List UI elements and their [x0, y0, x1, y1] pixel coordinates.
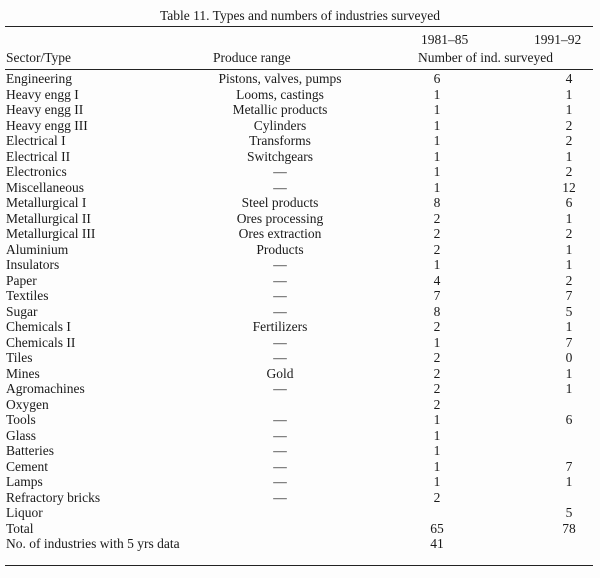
count-1991-92-cell: 6	[565, 195, 573, 210]
count-1981-85-cell: 6	[433, 71, 441, 86]
sector-cell: Oxygen	[6, 396, 49, 412]
table-caption: Table 11. Types and numbers of industries surveyed	[159, 8, 441, 23]
produce-range-cell: Ores processing	[236, 210, 324, 226]
sector-cell: Batteries	[6, 443, 54, 458]
count-1991-92-cell: 1	[565, 86, 573, 102]
table-row	[0, 164, 600, 180]
sector-cell: Chemicals II	[6, 334, 76, 350]
count-1981-85-cell: 2	[433, 365, 441, 381]
header-sector-type: Sector/Type	[6, 50, 72, 65]
produce-range-cell: Looms, castings	[236, 86, 324, 102]
produce-range-cell: —	[273, 381, 287, 396]
table-body	[0, 71, 600, 552]
count-1981-85-cell: 8	[433, 303, 441, 319]
header-period-1981-85: 1981–85	[421, 32, 469, 47]
table-row	[0, 242, 600, 258]
table-row	[0, 102, 600, 118]
sector-cell: Electronics	[6, 164, 67, 179]
table-row	[0, 257, 600, 273]
sector-cell: Electrical II	[6, 148, 71, 164]
count-1991-92-cell: 1	[565, 241, 573, 257]
count-1991-92-cell: 7	[565, 458, 573, 474]
count-1981-85-cell: 1	[433, 412, 441, 427]
count-1991-92-cell: 1	[565, 319, 573, 334]
sector-cell: Agromachines	[6, 381, 85, 396]
produce-range-cell: —	[273, 179, 287, 195]
produce-range-cell: Gold	[266, 365, 294, 381]
count-1991-92-cell: 1	[565, 474, 573, 489]
sector-cell: Glass	[6, 427, 36, 443]
sector-cell: Metallurgical II	[6, 210, 91, 226]
count-1981-85-cell: 2	[433, 241, 441, 257]
table-bottom-rule	[5, 565, 593, 566]
count-1981-85-cell: 1	[433, 458, 441, 474]
sector-cell: Heavy engg III	[6, 117, 88, 133]
produce-range-cell: Steel products	[241, 195, 319, 210]
table-row	[0, 273, 600, 289]
sector-cell: Aluminium	[6, 241, 69, 257]
count-1991-92-cell: 1	[565, 148, 573, 164]
produce-range-cell: —	[273, 334, 287, 350]
sector-cell: Insulators	[6, 257, 60, 272]
table-row	[0, 428, 600, 444]
count-1991-92-cell: 2	[565, 164, 573, 179]
sector-cell: Total	[6, 520, 34, 536]
table-row	[0, 118, 600, 134]
sector-cell: Engineering	[6, 71, 72, 86]
count-1991-92-cell: 2	[565, 133, 573, 148]
count-1981-85-cell: 2	[433, 489, 441, 505]
table-row	[0, 87, 600, 103]
produce-range-cell: —	[273, 489, 287, 505]
count-1991-92-cell: 5	[565, 303, 573, 319]
header-produce-range: Produce range	[213, 50, 291, 65]
count-1981-85-cell: 2	[433, 350, 441, 365]
table-row	[0, 521, 600, 537]
count-1981-85-cell: 2	[433, 226, 441, 241]
count-1981-85-cell: 1	[433, 334, 441, 350]
sector-cell: Paper	[6, 272, 37, 288]
table-row	[0, 474, 600, 490]
sector-cell: Chemicals I	[6, 319, 71, 334]
sector-cell: Metallurgical III	[6, 226, 96, 241]
table-row	[0, 288, 600, 304]
count-1981-85-cell: 65	[430, 520, 444, 536]
sector-cell: Cement	[6, 458, 48, 474]
produce-range-cell: Cylinders	[253, 117, 307, 133]
table-row	[0, 366, 600, 382]
table-row	[0, 71, 600, 87]
sector-cell: Liquor	[6, 505, 43, 520]
produce-range-cell: —	[273, 458, 287, 474]
count-1991-92-cell: 2	[565, 117, 573, 133]
table-row	[0, 443, 600, 459]
produce-range-cell: —	[273, 303, 287, 319]
count-1981-85-cell: 1	[433, 474, 441, 489]
sector-cell: Tiles	[6, 350, 33, 365]
count-1991-92-cell: 4	[565, 71, 573, 86]
count-1991-92-cell: 2	[565, 272, 573, 288]
sector-cell: Tools	[6, 412, 36, 427]
count-1981-85-cell: 1	[433, 443, 441, 458]
count-1981-85-cell: 8	[433, 195, 441, 210]
table-row	[0, 226, 600, 242]
table-row	[0, 149, 600, 165]
sector-cell: Textiles	[6, 288, 49, 303]
count-1981-85-cell: 2	[433, 381, 441, 396]
count-1981-85-cell: 1	[433, 102, 441, 117]
sector-cell: Metallurgical I	[6, 195, 87, 210]
count-1991-92-cell: 1	[565, 102, 573, 117]
sector-cell: Electrical I	[6, 133, 66, 148]
count-1991-92-cell: 78	[562, 520, 576, 536]
count-1991-92-cell: 1	[565, 365, 573, 381]
table-row	[0, 397, 600, 413]
table-row	[0, 319, 600, 335]
count-1981-85-cell: 1	[433, 86, 441, 102]
produce-range-cell: Fertilizers	[252, 319, 308, 334]
count-1981-85-cell: 1	[433, 427, 441, 443]
table-row	[0, 133, 600, 149]
count-1991-92-cell: 12	[562, 179, 576, 195]
count-1991-92-cell: 0	[565, 350, 573, 365]
count-1981-85-cell: 1	[433, 179, 441, 195]
count-1981-85-cell: 4	[433, 272, 441, 288]
produce-range-cell: —	[273, 412, 287, 427]
count-1981-85-cell: 41	[430, 536, 444, 551]
produce-range-cell: —	[273, 350, 287, 365]
table-row	[0, 180, 600, 196]
count-1981-85-cell: 1	[433, 148, 441, 164]
table-row	[0, 335, 600, 351]
table-row	[0, 304, 600, 320]
count-1981-85-cell: 2	[433, 210, 441, 226]
produce-range-cell: —	[273, 443, 287, 458]
produce-range-cell: Switchgears	[247, 148, 313, 164]
produce-range-cell: —	[273, 272, 287, 288]
sector-cell: Lamps	[6, 474, 43, 489]
sector-cell: Mines	[6, 365, 40, 381]
sector-cell: Refractory bricks	[6, 489, 101, 505]
table-row	[0, 459, 600, 475]
count-1991-92-cell: 2	[565, 226, 573, 241]
produce-range-cell: Ores extraction	[238, 226, 322, 241]
table-row	[0, 490, 600, 506]
sector-cell: Sugar	[6, 303, 38, 319]
count-1981-85-cell: 1	[433, 117, 441, 133]
count-1991-92-cell: 1	[565, 257, 573, 272]
count-1991-92-cell: 1	[565, 210, 573, 226]
produce-range-cell: —	[273, 257, 287, 272]
produce-range-cell: Transforms	[249, 133, 311, 148]
count-1981-85-cell: 1	[433, 257, 441, 272]
produce-range-cell: —	[273, 288, 287, 303]
count-1991-92-cell: 6	[565, 412, 573, 427]
table-row	[0, 195, 600, 211]
sector-cell: Heavy engg II	[6, 102, 84, 117]
sector-cell: Heavy engg I	[6, 86, 79, 102]
table-row	[0, 381, 600, 397]
table-row	[0, 211, 600, 227]
table-row	[0, 505, 600, 521]
count-1981-85-cell: 2	[433, 319, 441, 334]
count-1981-85-cell: 7	[433, 288, 441, 303]
sector-cell: No. of industries with 5 yrs data	[6, 536, 180, 551]
count-1991-92-cell: 5	[565, 505, 573, 520]
table-row	[0, 412, 600, 428]
produce-range-cell: Products	[256, 241, 304, 257]
produce-range-cell: Pistons, valves, pumps	[218, 71, 342, 86]
produce-range-cell: Metallic products	[232, 102, 328, 117]
table-header-rule	[5, 69, 593, 70]
count-1981-85-cell: 1	[433, 133, 441, 148]
table-row	[0, 536, 600, 552]
header-period-1991-92: 1991–92	[534, 32, 582, 47]
count-1991-92-cell: 1	[565, 381, 573, 396]
count-1991-92-cell: 7	[565, 288, 573, 303]
produce-range-cell: —	[273, 164, 287, 179]
count-1991-92-cell: 7	[565, 334, 573, 350]
count-1981-85-cell: 2	[433, 396, 441, 412]
count-1981-85-cell: 1	[433, 164, 441, 179]
produce-range-cell: —	[273, 427, 287, 443]
table-row	[0, 350, 600, 366]
header-number-surveyed: Number of ind. surveyed	[418, 50, 553, 65]
produce-range-cell: —	[273, 474, 287, 489]
table-top-rule	[5, 26, 593, 27]
sector-cell: Miscellaneous	[6, 179, 84, 195]
